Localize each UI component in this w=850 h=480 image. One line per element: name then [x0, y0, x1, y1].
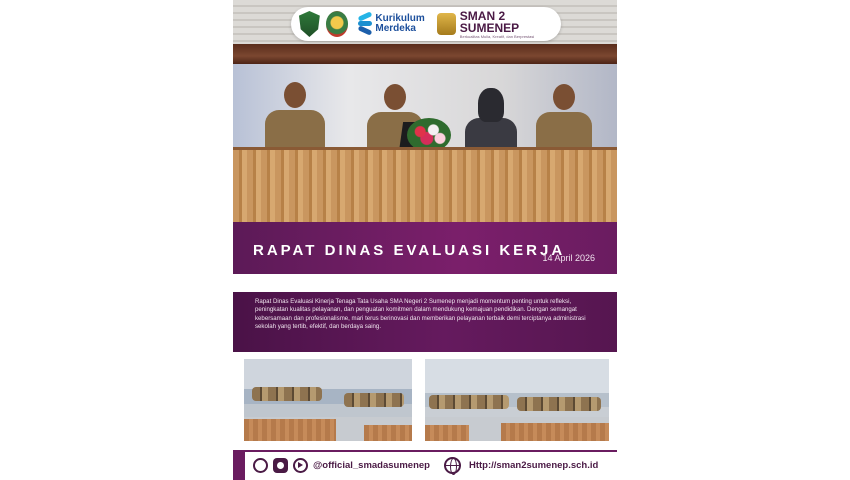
person-4 [536, 112, 592, 152]
logos-bar [291, 7, 561, 41]
school-logo [437, 10, 553, 39]
person-1 [265, 110, 325, 152]
poster [233, 0, 617, 480]
event-date: 14 April 2026 [542, 253, 595, 263]
youtube-icon[interactable] [293, 458, 308, 473]
kurikulum-mark-icon [358, 13, 372, 35]
footer [233, 450, 617, 478]
crest-logo-icon [326, 11, 349, 37]
gallery-photo-2 [425, 359, 609, 441]
instagram-icon[interactable] [273, 458, 288, 473]
wood-rail [233, 44, 617, 64]
page-title: RAPAT DINAS EVALUASI KERJA [253, 242, 566, 259]
description-text: Rapat Dinas Evaluasi Kinerja Tenaga Tata Usaha SMA Negeri 2 Sumenep menjadi momentum penting untuk refleksi, peningkatan kualitas pelayanan, dan penguatan komitmen dalam mendukung kemajuan pendidikan. Dengan semangat kebersamaan dan profesionalisme, mari terus berinovasi dan memberikan pelayanan terbaik demi terciptanya administrasi sekolah yang tertib, efektif, dan berdaya saing. [255, 298, 586, 331]
school-name: SMAN 2 SUMENEP [459, 8, 520, 35]
shield-logo-icon [299, 11, 320, 37]
kurikulum-merdeka-logo [358, 13, 424, 35]
kurikulum-line2: Merdeka [375, 23, 416, 34]
globe-icon[interactable] [444, 457, 461, 474]
circle-icon[interactable] [253, 458, 268, 473]
school-tagline: Berkualitas Mulia, Kreatif, dan Berprestasi [459, 33, 535, 39]
kurikulum-line1: Kurikulum [375, 13, 425, 24]
title-band [233, 222, 617, 274]
table-cloth [233, 150, 617, 222]
description-box [233, 292, 617, 352]
gallery-photo-1 [244, 359, 412, 441]
website-link[interactable]: Http://sman2sumenep.sch.id [468, 459, 599, 471]
hero-photo [233, 0, 617, 222]
school-emblem-icon [437, 13, 456, 35]
social-handle[interactable]: @official_smadasumenep [313, 459, 430, 471]
